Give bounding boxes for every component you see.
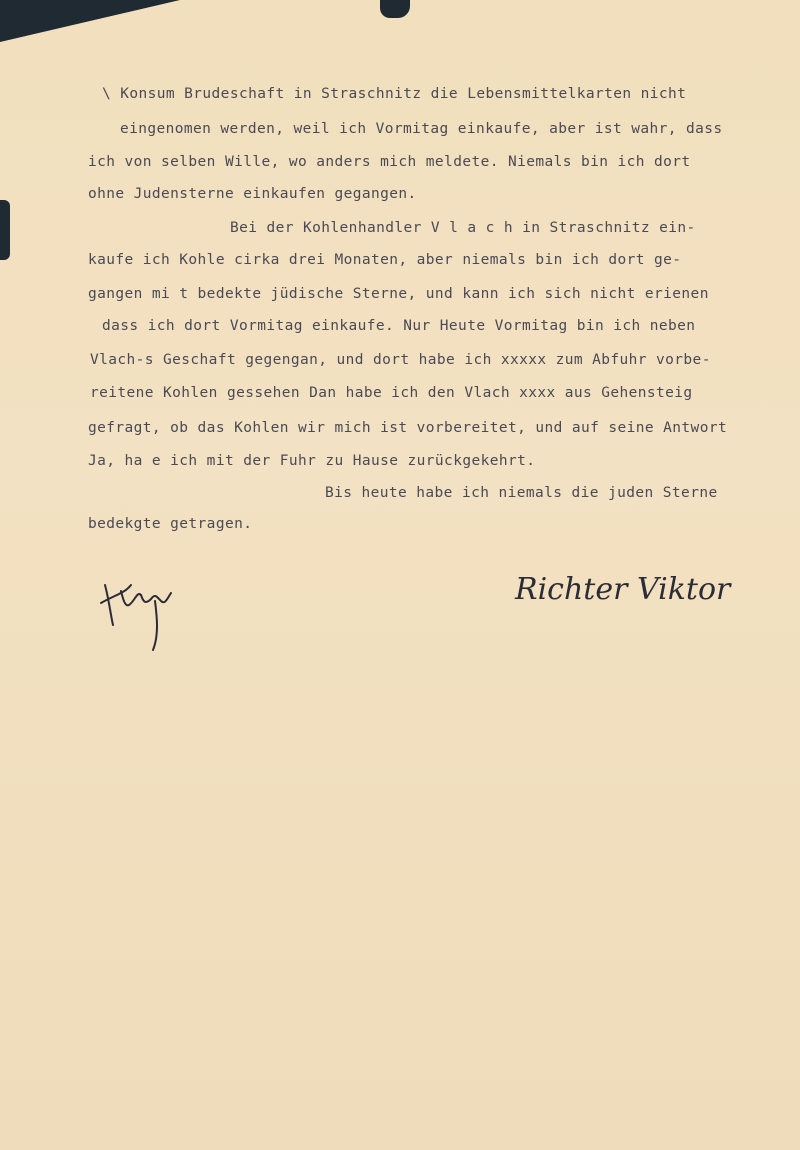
text-line: dass ich dort Vormitag einkaufe. Nur Heute Vormitag bin ich neben (102, 318, 696, 334)
text-line: Bei der Kohlenhandler V l a c h in Straschnitz ein- (230, 220, 696, 236)
text-line: Bis heute habe ich niemals die juden Sterne (325, 485, 718, 501)
text-line: gefragt, ob das Kohlen wir mich ist vorbereitet, und auf seine Antwort (88, 420, 728, 436)
signature-left-mark (95, 555, 185, 655)
text-line: reitene Kohlen gessehen Dan habe ich den Vlach xxxx aus Gehensteig (90, 385, 693, 401)
text-line: gangen mi t bedekte jüdische Sterne, und kann ich sich nicht erienen (88, 286, 709, 302)
text-line: bedekgte getragen. (88, 516, 253, 532)
text-line: ohne Judensterne einkaufen gegangen. (88, 186, 417, 202)
text-line: eingenomen werden, weil ich Vormitag einkaufe, aber ist wahr, dass (120, 121, 723, 137)
text-line: Vlach-s Geschaft gegengan, und dort habe ich xxxxx zum Abfuhr vorbe- (90, 352, 711, 368)
text-line: kaufe ich Kohle cirka drei Monaten, aber niemals bin ich dort ge- (88, 252, 682, 268)
text-line: \ Konsum Brudeschaft in Straschnitz die Lebensmittelkarten nicht (102, 86, 687, 102)
text-line: ich von selben Wille, wo anders mich meldete. Niemals bin ich dort (88, 154, 691, 170)
signature-right: Richter Viktor (515, 572, 731, 607)
text-line: Ja, ha e ich mit der Fuhr zu Hause zurückgekehrt. (88, 453, 536, 469)
